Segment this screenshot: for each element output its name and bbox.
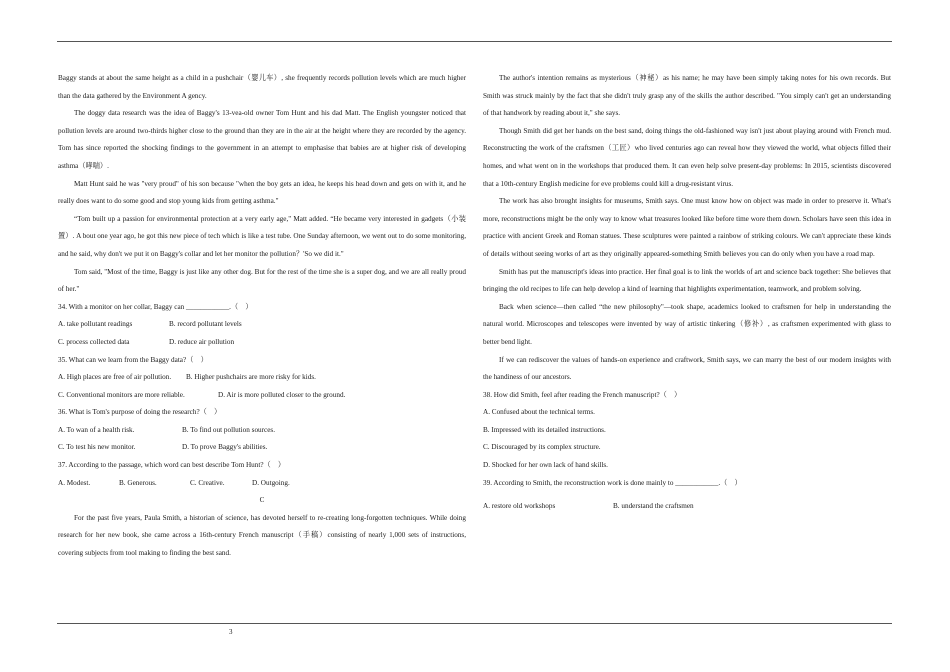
page-number: 3 <box>229 628 233 636</box>
passage-paragraph: For the past five years, Paula Smith, a historian of science, has devoted herself to re-creating long-forgotten techniques. While doing research for her new book, she came across a 16th-century French manuscript（手稿）consisting of nearly 1,000 sets of instructions, covering subjects from tool making to finding the best sand. <box>58 513 466 558</box>
question-stem: 38. How did Smith, feel after reading the French manuscript?（ ） <box>483 390 682 399</box>
option-b: B. understand the craftsmen <box>613 502 694 511</box>
option-b: B. Generous. <box>119 478 157 487</box>
option-c: C. Conventional monitors are more reliable. <box>58 390 185 399</box>
option-b: B. To find out pollution sources. <box>182 425 275 434</box>
question-stem: 37. According to the passage, which word can best describe Tom Hunt?（ ） <box>58 461 286 470</box>
question-stem: 34. With a monitor on her collar, Baggy can ____________.（ ） <box>58 302 253 311</box>
options-row <box>58 334 466 352</box>
option-a: A. High places are free of air pollution. <box>58 373 172 382</box>
option-a: A. take pollutant readings <box>58 320 133 329</box>
passage-paragraph: The work has also brought insights for museums, Smith says. One must know how on object was made in order to preserve it. What's more, reconstructions might be the only way to know what treasures looked like before time wore them down. Scholars have seen this idea in practice with ancient Greek and Roman statues. These sculptures were painted a rainbow of striking colours. We can't appreciate these kinds of details without seeing works of art as they originally appeared-something Smith believes you can do only when you have a road map. <box>483 197 891 258</box>
question-38 <box>483 387 891 475</box>
passage-paragraph: “Tom built up a passion for environmental protection at a very early age," Matt added. “He became very interested in gadgets（小装置）. A bout one year ago, he got this new piece of tech which is like a test tube. One Sunday afternoon, we went out to do some monitoring, and he said, why don't we put it on Baggy's collar and let her monitor the pollution？'So we did it." <box>58 214 466 258</box>
option-c: C. Discouraged by its complex structure. <box>483 443 601 452</box>
passage-paragraph: Tom said, "Most of the time, Baggy is just like any other dog. But for the rest of the time she is a super dog, and we are all really proud of her." <box>58 267 466 294</box>
question-36 <box>58 404 466 457</box>
option-c: C. To test his new monitor. <box>58 443 136 452</box>
options-row <box>58 439 466 457</box>
right-column <box>483 70 891 516</box>
passage-paragraph: Matt Hunt said he was "very proud" of his son because "when the boy gets an idea, he keeps his head down and gets on with it, and he really does want to do some good and stop young kids from getting asthma." <box>58 179 466 206</box>
option-a: A. Modest. <box>58 478 91 487</box>
question-34 <box>58 299 466 352</box>
options-row <box>58 387 466 405</box>
options-row <box>483 498 891 516</box>
passage-paragraph: Though Smith did get her hands on the best sand, doing things the old-fashioned way isn't just about playing around with French mud. Reconstructing the work of the craftsmen（工匠）who lived centuries ago can reveal how they viewed the world, what objects filled their homes, and what went on in the workshops that produced them. It can even help solve present-day problems: In 2015, scientists discovered that a 10th-century English medicine for eve problems could kill a drug-resistant virus. <box>483 126 891 188</box>
option-d: D. Air is more polluted closer to the ground. <box>218 390 346 399</box>
question-39 <box>483 475 891 516</box>
passage-paragraph: If we can rediscover the values of hands-on experience and craftwork, Smith says, we can marry the best of our modern insights with the handiness of our ancestors. <box>483 355 891 382</box>
option-b: B. Impressed with its detailed instructions. <box>483 425 606 434</box>
question-stem: 39. According to Smith, the reconstruction work is done mainly to ____________.（ ） <box>483 478 742 487</box>
options-row <box>58 369 466 387</box>
option-a: A. Confused about the technical terms. <box>483 408 595 417</box>
option-c: C. process collected data <box>58 337 130 346</box>
passage-paragraph: Baggy stands at about the same height as a child in a pushchair（婴儿车）, she frequently records pollution levels which are much higher than the data gathered by the Environment A gency. <box>58 74 466 100</box>
passage-paragraph: The doggy data research was the idea of Baggy's 13-vea-old owner Tom Hunt and his dad Matt. The English youngster noticed that pollution levels are around two-thirds higher close to the ground than they are in the air at the height where they are recorded by the agency. Tom has since reported the shocking findings to the government in an attempt to emphasise that babies are at higher risk of developing asthma（哮喘）. <box>58 109 466 170</box>
question-stem: 36. What is Tom's purpose of doing the research?（ ） <box>58 408 222 417</box>
options-row <box>58 422 466 440</box>
bottom-rule <box>57 623 892 624</box>
option-b: B. record pollutant levels <box>169 320 242 329</box>
option-d: D. Outgoing. <box>252 478 290 487</box>
option-a: A. To wan of a health risk. <box>58 425 135 434</box>
option-b: B. Higher pushchairs are more risky for kids. <box>186 373 316 382</box>
option-d: D. reduce air pollution <box>169 337 235 346</box>
question-37 <box>58 457 466 492</box>
question-stem: 35. What can we learn from the Baggy data?（ ） <box>58 355 208 364</box>
options-row <box>58 475 466 493</box>
section-heading: C <box>259 496 265 505</box>
top-rule <box>57 41 892 42</box>
option-a: A. restore old workshops <box>483 502 556 511</box>
passage-paragraph: The author's intention remains as mysterious（神秘）as his name; he may have been simply taking notes for his own records. But Smith was struck mainly by the fact that she didn't truly grasp any of the skills the author described. "You simply can't get an understanding of that handwork by reading about it," she says. <box>483 74 891 118</box>
option-d: D. Shocked for her own lack of hand skills. <box>483 461 608 470</box>
options-row <box>58 316 466 334</box>
option-d: D. To prove Baggy's abilities. <box>182 443 268 452</box>
left-column <box>58 70 466 563</box>
question-35 <box>58 352 466 405</box>
option-c: C. Creative. <box>190 478 225 487</box>
passage-paragraph: Back when science—then called “the new philosophy"—took shape, academics looked to craftsmen for help in understanding the natural world. Microscopes and telescopes were invented by way of artistic tinkering（修补）, as craftsmen experimented with glass to better bend light. <box>483 302 891 346</box>
passage-paragraph: Smith has put the manuscript's ideas into practice. Her final goal is to link the worlds of art and science back together: She believes that bringing the old recipes to life can help develop a kind of learning that highlights experimentation, teamwork, and problem solving. <box>483 267 891 294</box>
